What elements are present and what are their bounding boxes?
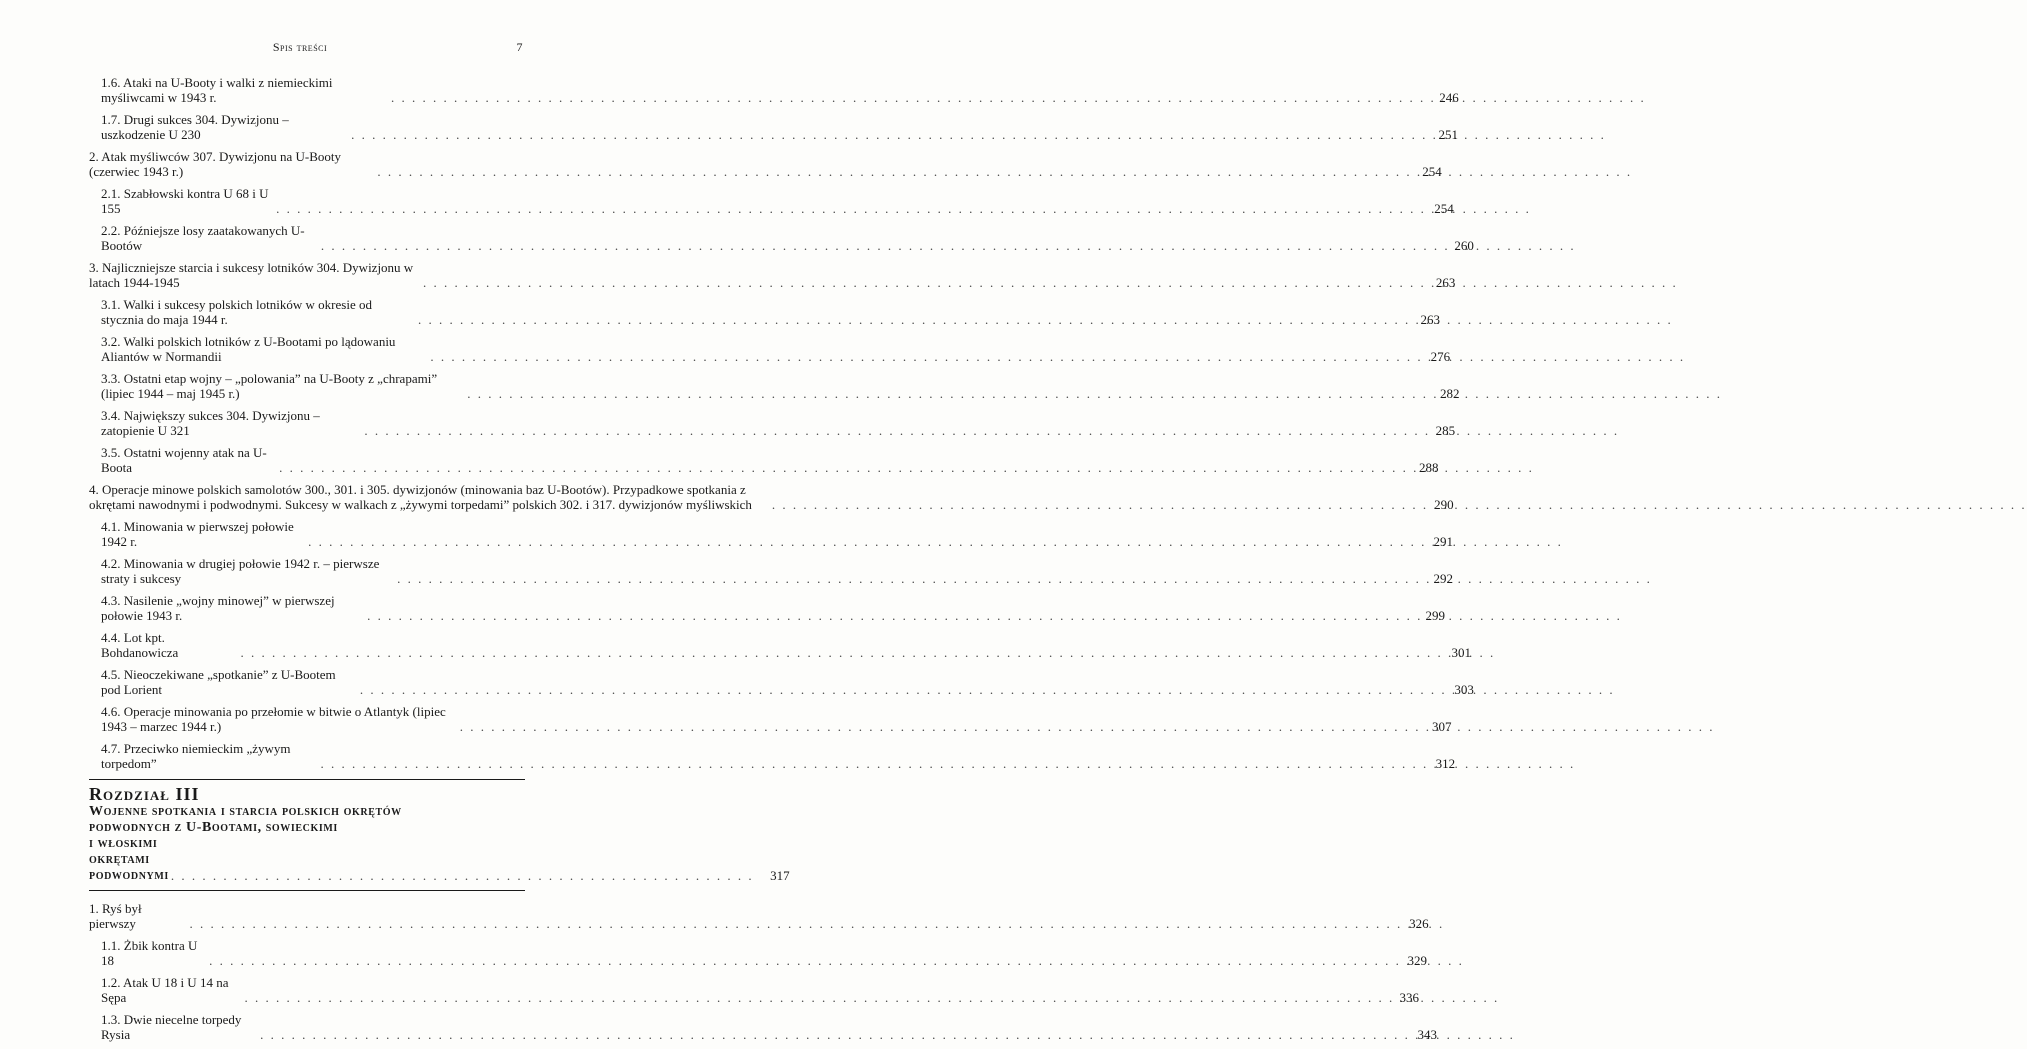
toc-entry-title (101, 223, 1438, 253)
toc-entry-page: 291 (1433, 534, 1453, 549)
toc-entry-title (101, 408, 1419, 438)
toc-entries-top (89, 75, 1474, 771)
toc-entry-page: 301 (1451, 645, 1471, 660)
toc-entry (89, 149, 1442, 179)
toc-entry (89, 593, 1446, 623)
toc-entry-text: 3.5. Ostatni wojenny atak na U-Boota (101, 445, 267, 475)
toc-entry (89, 667, 1474, 697)
toc-entry-text: 4.7. Przeciwko niemieckim „żywym torpedom” (101, 741, 291, 771)
toc-entry-text: 1. Ryś był pierwszy (89, 901, 142, 931)
toc-entry (89, 519, 1453, 549)
page-number: 7 (516, 40, 523, 54)
dot-leader (276, 201, 1418, 216)
dot-leader (391, 90, 1423, 105)
toc-entry-text: 1.1. Żbik kontra U 18 (101, 938, 198, 968)
toc-entry-text: 4.1. Minowania w pierwszej połowie 1942 r. (101, 519, 294, 549)
chapter-rule (89, 779, 525, 780)
toc-entry (89, 408, 1456, 438)
toc-entry-page: 254 (1434, 201, 1454, 216)
toc-entry (89, 334, 1451, 364)
toc-entry (89, 704, 1452, 734)
toc-entry (89, 186, 1454, 216)
toc-entry-page: 343 (1417, 1027, 1438, 1042)
toc-entry-text: 4.3. Nasilenie „wojny minowej” w pierwszej połowie 1943 r. (101, 593, 335, 623)
toc-entry-text: 1.2. Atak U 18 i U 14 na Sępa (101, 975, 229, 1005)
toc-entry-page: 260 (1454, 238, 1474, 253)
toc-entry (89, 297, 1440, 327)
dot-leader (772, 497, 1418, 512)
toc-entry-text: 3.4. Największy sukces 304. Dywizjonu – zatopienie U 321 (101, 408, 320, 438)
toc-entry (89, 556, 1453, 586)
chapter-title-line: Wojenne spotkania i starcia polskich okrętów (89, 804, 402, 819)
toc-entry (89, 482, 1454, 512)
toc-entry-title (101, 297, 1404, 327)
toc-entry-text: 3.1. Walki i sukcesy polskich lotników w okresie od stycznia do maja 1944 r. (101, 297, 372, 327)
toc-entry (89, 371, 1460, 401)
toc-entry-title (101, 556, 1417, 586)
toc-entry (89, 901, 1429, 931)
toc-entry-text: 3.3. Ostatni etap wojny – „polowania” na U-Booty z „chrapami” (lipiec 1944 – maj 1945 r.) (101, 371, 438, 401)
toc-entry-title (101, 704, 1416, 734)
toc-entry-page: 282 (1439, 386, 1460, 401)
toc-entry-title (101, 741, 1419, 771)
toc-entry-title (101, 938, 1391, 968)
toc-entry-page: 329 (1407, 953, 1427, 968)
toc-entry-page: 336 (1399, 990, 1420, 1005)
chapter-heading (89, 779, 790, 884)
toc-entry-page: 303 (1454, 682, 1474, 697)
toc-entries-bottom (89, 901, 1438, 1042)
toc-entry-title (101, 445, 1403, 475)
dot-leader (321, 238, 1438, 253)
toc-entry-page: 299 (1425, 608, 1446, 623)
toc-entry-text: 1.3. Dwie niecelne torpedy Rysia (101, 1012, 242, 1042)
toc-entry (89, 75, 1459, 105)
dot-leader (423, 275, 1419, 290)
chapter-separator (89, 890, 525, 891)
toc-entry-page: 254 (1422, 164, 1442, 179)
toc-entry-page: 263 (1420, 312, 1440, 327)
toc-entry-title (101, 1012, 1401, 1042)
toc-entry-page: 251 (1438, 127, 1458, 142)
dot-leader (245, 990, 1383, 1005)
toc-entry (89, 260, 1456, 290)
toc-entry-page: 263 (1435, 275, 1456, 290)
dot-leader (351, 127, 1422, 142)
dot-leader (171, 868, 754, 884)
toc-entry-text: 3. Najliczniejsze starcia i sukcesy lotników 304. Dywizjonu w latach 1944-1945 (89, 260, 414, 290)
toc-entry-page: 246 (1439, 90, 1459, 105)
toc-entry-title (101, 593, 1409, 623)
toc-entry (89, 1012, 1438, 1042)
chapter-number: Rozdział III (89, 784, 200, 804)
toc-entry-title (89, 149, 1406, 179)
chapter-title-text: i włoskimi okrętami podwodnymi (89, 836, 169, 883)
toc-entry (89, 112, 1458, 142)
toc-entry (89, 445, 1439, 475)
running-title: Spis treści (272, 40, 328, 54)
toc-entry-text: 4.5. Nieoczekiwane „spotkanie” z U-Bootem pod Lorient (101, 667, 336, 697)
dot-leader (467, 386, 1423, 401)
chapter-page: 317 (770, 868, 790, 883)
toc-entry-page: 307 (1432, 719, 1452, 734)
dot-leader (430, 349, 1414, 364)
toc-entry-title (101, 371, 1423, 401)
dot-leader (460, 719, 1416, 734)
toc-entry-page: 288 (1419, 460, 1439, 475)
toc-entry-text: 3.2. Walki polskich lotników z U-Bootami po lądowaniu Aliantów w Normandii (101, 334, 396, 364)
toc-entry-title (101, 975, 1383, 1005)
toc-entry-text: 1.6. Ataki na U-Booty i walki z niemieckimi myśliwcami w 1943 r. (101, 75, 333, 105)
toc-entry-page: 290 (1434, 497, 1454, 512)
toc-entry-text: 2.2. Późniejsze losy zaatakowanych U-Bootów (101, 223, 305, 253)
toc-entry-text: 1.7. Drugi sukces 304. Dywizjonu – uszkodzenie U 230 (101, 112, 289, 142)
toc-entry (89, 223, 1474, 253)
toc-entry-title (89, 482, 1418, 512)
toc-entry-title (101, 112, 1422, 142)
toc-entry-text: 2.1. Szabłowski kontra U 68 i U 155 (101, 186, 269, 216)
toc-entry-page: 276 (1430, 349, 1451, 364)
toc-entry-text: 4.4. Lot kpt. Bohdanowicza (101, 630, 179, 660)
toc-entry-page: 292 (1433, 571, 1453, 586)
toc-entry-title (89, 901, 1393, 931)
toc-entry-title (101, 186, 1418, 216)
toc-entry (89, 630, 1471, 660)
toc-entry-text: 4. Operacje minowe polskich samolotów 300., 301. i 305. dywizjonów (minowania baz U-Bootów). Przypadkowe spotkania z okrętami nawodnymi i podwodnymi. Sukcesy w walkach z „żywymi torpedami” polskich 302. i 317. dywizjonów myśliwskich (89, 482, 752, 512)
dot-leader (377, 164, 1405, 179)
dot-leader (418, 312, 1404, 327)
dot-leader (360, 682, 1438, 697)
chapter-title-line: podwodnych z U-Bootami, sowieckimi (89, 820, 338, 835)
toc-entry-title (89, 260, 1419, 290)
toc-entry-page: 326 (1409, 916, 1429, 931)
toc-entry-title (101, 667, 1438, 697)
toc-entry-title (101, 334, 1414, 364)
toc-entry-title (101, 630, 1435, 660)
dot-leader (364, 423, 1419, 438)
dot-leader (320, 756, 1419, 771)
toc-entry (89, 938, 1427, 968)
dot-leader (397, 571, 1417, 586)
toc-entry-text: 4.2. Minowania w drugiej połowie 1942 r. – pierwsze straty i sukcesy (101, 556, 380, 586)
running-header (0, 40, 600, 56)
toc-entry-title (101, 519, 1417, 549)
toc-entry (89, 975, 1420, 1005)
toc-entry-page: 312 (1435, 756, 1456, 771)
table-of-contents (89, 75, 1474, 1049)
dot-leader (308, 534, 1417, 549)
dot-leader (260, 1027, 1401, 1042)
toc-entry-page: 285 (1435, 423, 1456, 438)
toc-entry-text: 4.6. Operacje minowania po przełomie w bitwie o Atlantyk (lipiec 1943 – marzec 1944 r.) (101, 704, 446, 734)
dot-leader (209, 953, 1391, 968)
dot-leader (367, 608, 1409, 623)
dot-leader (279, 460, 1402, 475)
chapter-title-last-line (89, 836, 790, 884)
dot-leader (240, 645, 1435, 660)
dot-leader (190, 916, 1393, 931)
toc-entry (89, 741, 1456, 771)
toc-entry-text: 2. Atak myśliwców 307. Dywizjonu na U-Booty (czerwiec 1943 r.) (89, 149, 342, 179)
toc-entry-title (101, 75, 1423, 105)
